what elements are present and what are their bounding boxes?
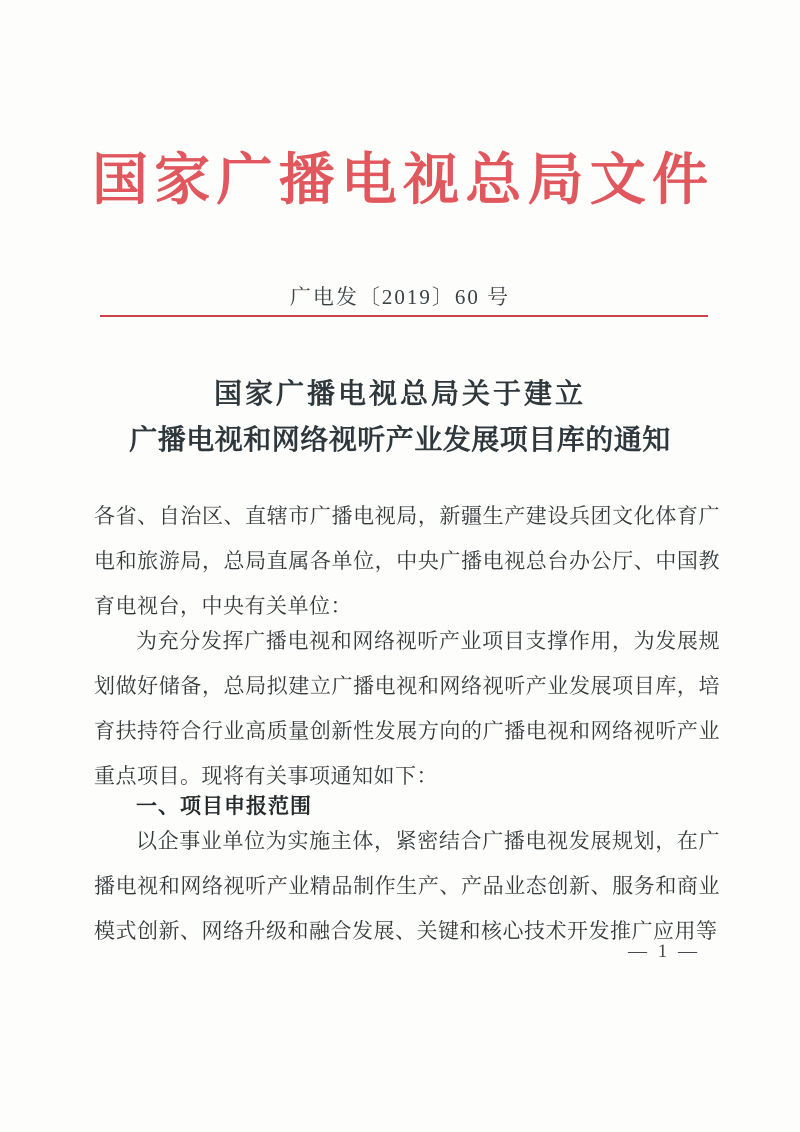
section-1-paragraph: 以企事业单位为实施主体，紧密结合广播电视发展规划，在广播电视和网络视听产业精品制作生产、产品业态创新、服务和商业模式创新、网络升级和融合发展、关键和核心技术开发推广应用等: [94, 829, 720, 943]
document-body: [94, 494, 720, 954]
letterhead-org-title: 国家广播电视总局文件: [92, 150, 708, 212]
document-title-line-1: 国家广播电视总局关于建立: [213, 379, 586, 410]
intro-paragraph: 为充分发挥广播电视和网络视听产业项目支撑作用，为发展规划做好储备，总局拟建立广播电视和网络视听产业发展项目库，培育扶持符合行业高质量创新性发展方向的广播电视和网络视听产业重点项目。现将有关事项通知如下：: [94, 629, 720, 788]
section-1-heading: 一、项目申报范围: [136, 795, 312, 818]
page-number: — 1 —: [628, 941, 700, 962]
red-divider-line: [100, 315, 708, 317]
document-title: [0, 372, 800, 464]
document-number: 广电发〔2019〕60 号: [289, 285, 511, 309]
document-title-line-2: 广播电视和网络视听产业发展项目库的通知: [129, 425, 671, 456]
addressee-paragraph: 各省、自治区、直辖市广播电视局，新疆生产建设兵团文化体育广电和旅游局，总局直属各单位，中央广播电视总台办公厅、中国教育电视台，中央有关单位：: [94, 504, 720, 618]
